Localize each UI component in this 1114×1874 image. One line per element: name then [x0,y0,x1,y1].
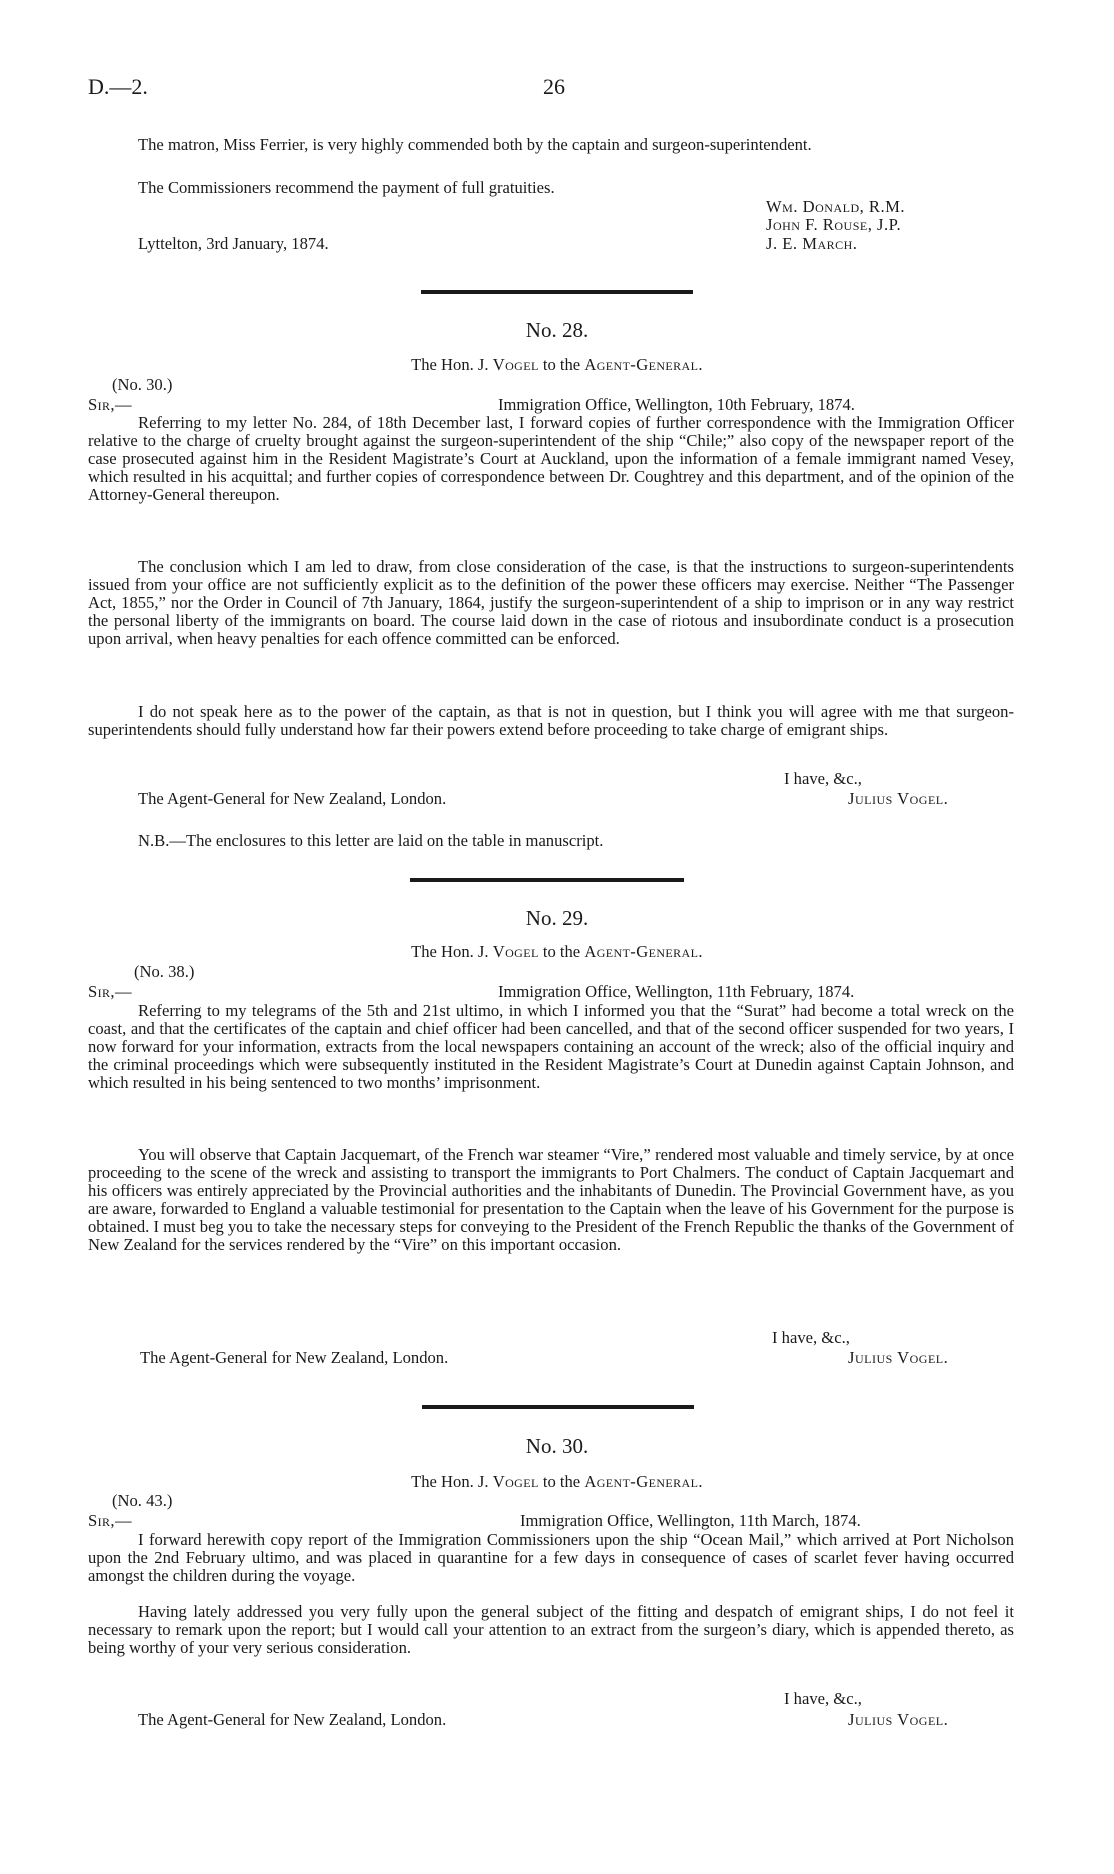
signatory: John F. Rouse, J.P. [766,215,902,234]
letter-paragraph: The conclusion which I am led to draw, from close consideration of the case, is that the instructions to surgeon-superintendents issued from your office are not sufficiently explicit as to the definition of the power these officers may exercise. Neither “The Passenger Act, 1855,” nor the Order in Council of 7th January, 1864, justify the surgeon-superintendent of a ship to imprison or in any way restrict the personal liberty of the immigrants on board. The course laid down in the case of riotous and insubordinate conduct is a prosecution upon arrival, when heavy penalties for each offence committed can be enforced. [88,557,1014,648]
section-divider [421,290,693,294]
letter-subtitle: The Hon. J. Vogel to the Agent-General. [411,942,703,961]
letter-reference: (No. 38.) [134,962,195,981]
letter-reference: (No. 43.) [112,1491,173,1510]
page-number: 26 [543,74,565,99]
salutation: Sir,— [88,395,132,414]
letter-title: No. 30. [525,1434,589,1458]
signature: Julius Vogel. [848,1348,949,1367]
letter-title: No. 29. [525,906,589,930]
letter-paragraph: I forward herewith copy report of the Immigration Commissioners upon the ship “Ocean Mail,” which arrived at Port Nicholson upon the 2nd February ultimo, and was placed in quarantine for a few days in consequence of cases of scarlet fever having occurred amongst the children during the voyage. [88,1530,1014,1585]
signatory: J. E. March. [766,234,858,253]
salutation: Sir,— [88,1511,132,1530]
office-date: Immigration Office, Wellington, 11th March, 1874. [520,1511,861,1530]
signatory: Wm. Donald, R.M. [766,197,906,216]
addressee: The Agent-General for New Zealand, London. [140,1348,449,1367]
closing: I have, &c., [784,1689,862,1708]
letter-paragraph: Referring to my telegrams of the 5th and 21st ultimo, in which I informed you that the “Surat” had become a total wreck on the coast, and that the certificates of the captain and chief officer had been cancelled, and that of the second officer suspended for two years, I now forward for your information, extracts from the local newspapers containing an account of the wreck; also of the official inquiry and the criminal proceedings which were subsequently instituted in the Resident Magistrate’s Court at Dunedin against Captain Johnson, and which resulted in his being sentenced to two months’ imprisonment. [88,1001,1014,1092]
continuation-paragraph: The Commissioners recommend the payment of full gratuities. [138,178,555,197]
letter-paragraph: You will observe that Captain Jacquemart, of the French war steamer “Vire,” rendered most valuable and timely service, by at once proceeding to the scene of the wreck and assisting to transport the immigrants to Port Chalmers. The conduct of Captain Jacquemart and his officers was entirely appreciated by the Provincial authorities and the inhabitants of Dunedin. The Provincial Government have, as you are aware, forwarded to England a valuable testimonial for presentation to the Captain when the leave of his Government for the purpose is obtained. I must beg you to take the necessary steps for conveying to the President of the French Republic the thanks of the Government of New Zealand for the services rendered by the “Vire” on this important occasion. [88,1145,1014,1254]
letter-reference: (No. 30.) [112,375,173,394]
signature: Julius Vogel. [848,789,949,808]
closing: I have, &c., [784,769,862,788]
letter-paragraph: Having lately addressed you very fully upon the general subject of the fitting and despatch of emigrant ships, I do not feel it necessary to remark upon the report; but I would call your attention to an extract from the surgeon’s diary, which is appended thereto, as being worthy of your very serious consideration. [88,1602,1014,1657]
addressee: The Agent-General for New Zealand, London. [138,1710,447,1729]
addressee: The Agent-General for New Zealand, London. [138,789,447,808]
note: N.B.—The enclosures to this letter are laid on the table in manuscript. [138,831,604,850]
letter-subtitle: The Hon. J. Vogel to the Agent-General. [411,1472,703,1491]
section-divider [422,1405,694,1409]
letter-paragraph: I do not speak here as to the power of the captain, as that is not in question, but I think you will agree with me that surgeon-superintendents should fully understand how far their powers extend before proceeding to take charge of emigrant ships. [88,702,1014,739]
salutation: Sir,— [88,982,132,1001]
document-reference: D.—2. [88,74,148,99]
letter-paragraph: Referring to my letter No. 284, of 18th December last, I forward copies of further correspondence with the Immigration Officer relative to the charge of cruelty brought against the surgeon-superintendent of the ship “Chile;” also copy of the newspaper report of the case prosecuted against him in the Resident Magistrate’s Court at Auckland, upon the information of a female immigrant named Vesey, which resulted in his acquittal; and further copies of correspondence between Dr. Coughtrey and this department, and of the opinion of the Attorney-General thereupon. [88,413,1014,504]
closing: I have, &c., [772,1328,850,1347]
office-date: Immigration Office, Wellington, 11th February, 1874. [498,982,855,1001]
continuation-paragraph: The matron, Miss Ferrier, is very highly commended both by the captain and surgeon-superintendent. [138,135,812,154]
section-divider [410,878,684,882]
office-date: Immigration Office, Wellington, 10th February, 1874. [498,395,855,414]
letter-subtitle: The Hon. J. Vogel to the Agent-General. [411,355,703,374]
letter-title: No. 28. [525,318,589,342]
place-date: Lyttelton, 3rd January, 1874. [138,234,329,253]
signature: Julius Vogel. [848,1710,949,1729]
